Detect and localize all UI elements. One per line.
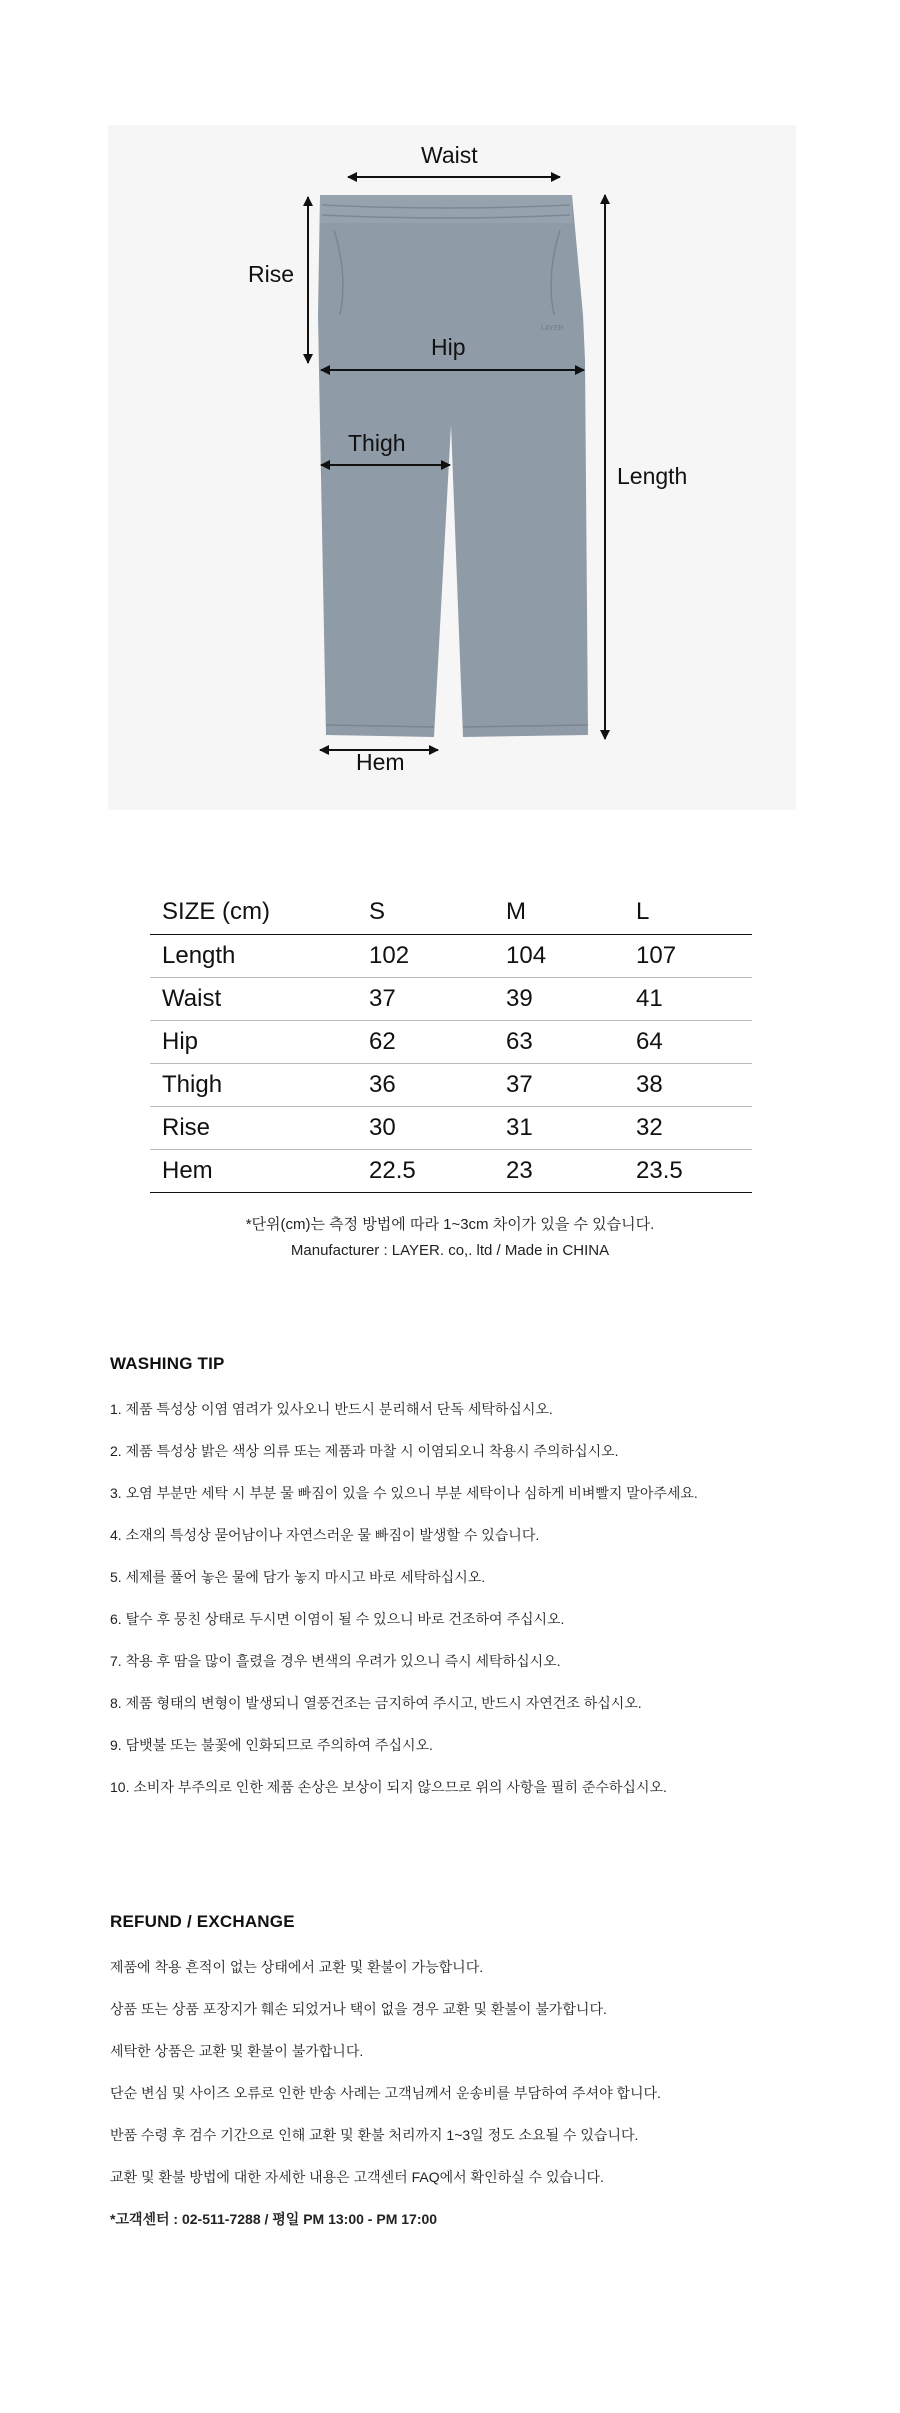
brand-mark: LAYER (541, 325, 564, 332)
row-name: Length (150, 935, 357, 978)
value-m: 63 (494, 1021, 624, 1064)
washing-item: 2. 제품 특성상 밝은 색상 의류 또는 제품과 마찰 시 이염되오니 착용시 주의하십시오. (110, 1443, 619, 1459)
size-table (150, 890, 752, 1193)
washing-item: 4. 소재의 특성상 묻어남이나 자연스러운 물 빠짐이 발생할 수 있습니다. (110, 1527, 540, 1543)
hip-label: Hip (431, 334, 466, 360)
value-s: 62 (357, 1021, 494, 1064)
refund-item: 교환 및 환불 방법에 대한 자세한 내용은 고객센터 FAQ에서 확인하실 수 있습니다. (110, 2169, 604, 2185)
value-l: 64 (624, 1021, 752, 1064)
refund-title: REFUND / EXCHANGE (110, 1912, 295, 1931)
table-row (150, 1150, 752, 1193)
washing-item: 5. 세제를 풀어 놓은 물에 담가 놓지 마시고 바로 세탁하십시오. (110, 1569, 486, 1585)
washing-item: 8. 제품 형태의 변형이 발생되니 열풍건조는 금지하여 주시고, 반드시 자연건조 하십시오. (110, 1695, 642, 1711)
row-name: Rise (150, 1107, 357, 1150)
table-row (150, 935, 752, 978)
manufacturer-note: Manufacturer : LAYER. co,. ltd / Made in CHINA (290, 1242, 610, 1259)
header-size: SIZE (cm) (150, 890, 357, 935)
length-label: Length (617, 463, 688, 489)
rise-label: Rise (248, 261, 295, 287)
value-l: 38 (624, 1064, 752, 1107)
value-m: 23 (494, 1150, 624, 1193)
refund-item: 단순 변심 및 사이즈 오류로 인한 반송 사례는 고객님께서 운송비를 부담하여 주셔야 합니다. (110, 2085, 661, 2101)
value-s: 30 (357, 1107, 494, 1150)
value-l: 107 (624, 935, 752, 978)
refund-item: 제품에 착용 흔적이 없는 상태에서 교환 및 환불이 가능합니다. (110, 1959, 484, 1975)
value-s: 36 (357, 1064, 494, 1107)
waistband (320, 195, 572, 223)
hem-label: Hem (356, 749, 405, 775)
washing-item: 6. 탈수 후 뭉친 상태로 두시면 이염이 될 수 있으니 바로 건조하여 주십시오. (110, 1611, 565, 1627)
washing-item: 9. 담뱃불 또는 불꽃에 인화되므로 주의하여 주십시오. (110, 1737, 433, 1753)
value-s: 102 (357, 935, 494, 978)
washing-item: 10. 소비자 부주의로 인한 제품 손상은 보상이 되지 않으므로 위의 사항을 필히 준수하십시오. (110, 1779, 667, 1795)
pants-illustration (108, 125, 796, 810)
washing-item: 1. 제품 특성상 이염 염려가 있사오니 반드시 분리해서 단독 세탁하십시오. (110, 1401, 553, 1417)
thigh-label: Thigh (348, 430, 406, 456)
customer-center-contact: *고객센터 : 02-511-7288 / 평일 PM 13:00 - PM 17:00 (110, 2211, 438, 2227)
refund-item: 세탁한 상품은 교환 및 환불이 불가합니다. (110, 2043, 364, 2059)
table-row (150, 978, 752, 1021)
row-name: Hip (150, 1021, 357, 1064)
value-m: 39 (494, 978, 624, 1021)
value-s: 37 (357, 978, 494, 1021)
value-m: 37 (494, 1064, 624, 1107)
value-m: 31 (494, 1107, 624, 1150)
header-s: S (357, 890, 494, 935)
header-m: M (494, 890, 624, 935)
waist-label: Waist (421, 142, 478, 168)
value-l: 23.5 (624, 1150, 752, 1193)
table-row (150, 1107, 752, 1150)
refund-item: 반품 수령 후 검수 기간으로 인해 교환 및 환불 처리까지 1~3일 정도 소요될 수 있습니다. (110, 2127, 639, 2143)
unit-note: *단위(cm)는 측정 방법에 따라 1~3cm 차이가 있을 수 있습니다. (245, 1216, 655, 1233)
table-row (150, 1021, 752, 1064)
washing-item: 3. 오염 부분만 세탁 시 부분 물 빠짐이 있을 수 있으니 부분 세탁이나 심하게 비벼빨지 말아주세요. (110, 1485, 698, 1501)
value-l: 32 (624, 1107, 752, 1150)
value-m: 104 (494, 935, 624, 978)
header-l: L (624, 890, 752, 935)
value-s: 22.5 (357, 1150, 494, 1193)
row-name: Thigh (150, 1064, 357, 1107)
row-name: Waist (150, 978, 357, 1021)
table-row (150, 1064, 752, 1107)
washing-tip-title: WASHING TIP (110, 1354, 225, 1373)
refund-item: 상품 또는 상품 포장지가 훼손 되었거나 택이 없을 경우 교환 및 환불이 불가합니다. (110, 2001, 607, 2017)
value-l: 41 (624, 978, 752, 1021)
measurement-diagram (108, 125, 796, 810)
row-name: Hem (150, 1150, 357, 1193)
washing-item: 7. 착용 후 땀을 많이 흘렸을 경우 변색의 우려가 있으니 즉시 세탁하십시오. (110, 1653, 561, 1669)
size-table-header (150, 890, 752, 935)
